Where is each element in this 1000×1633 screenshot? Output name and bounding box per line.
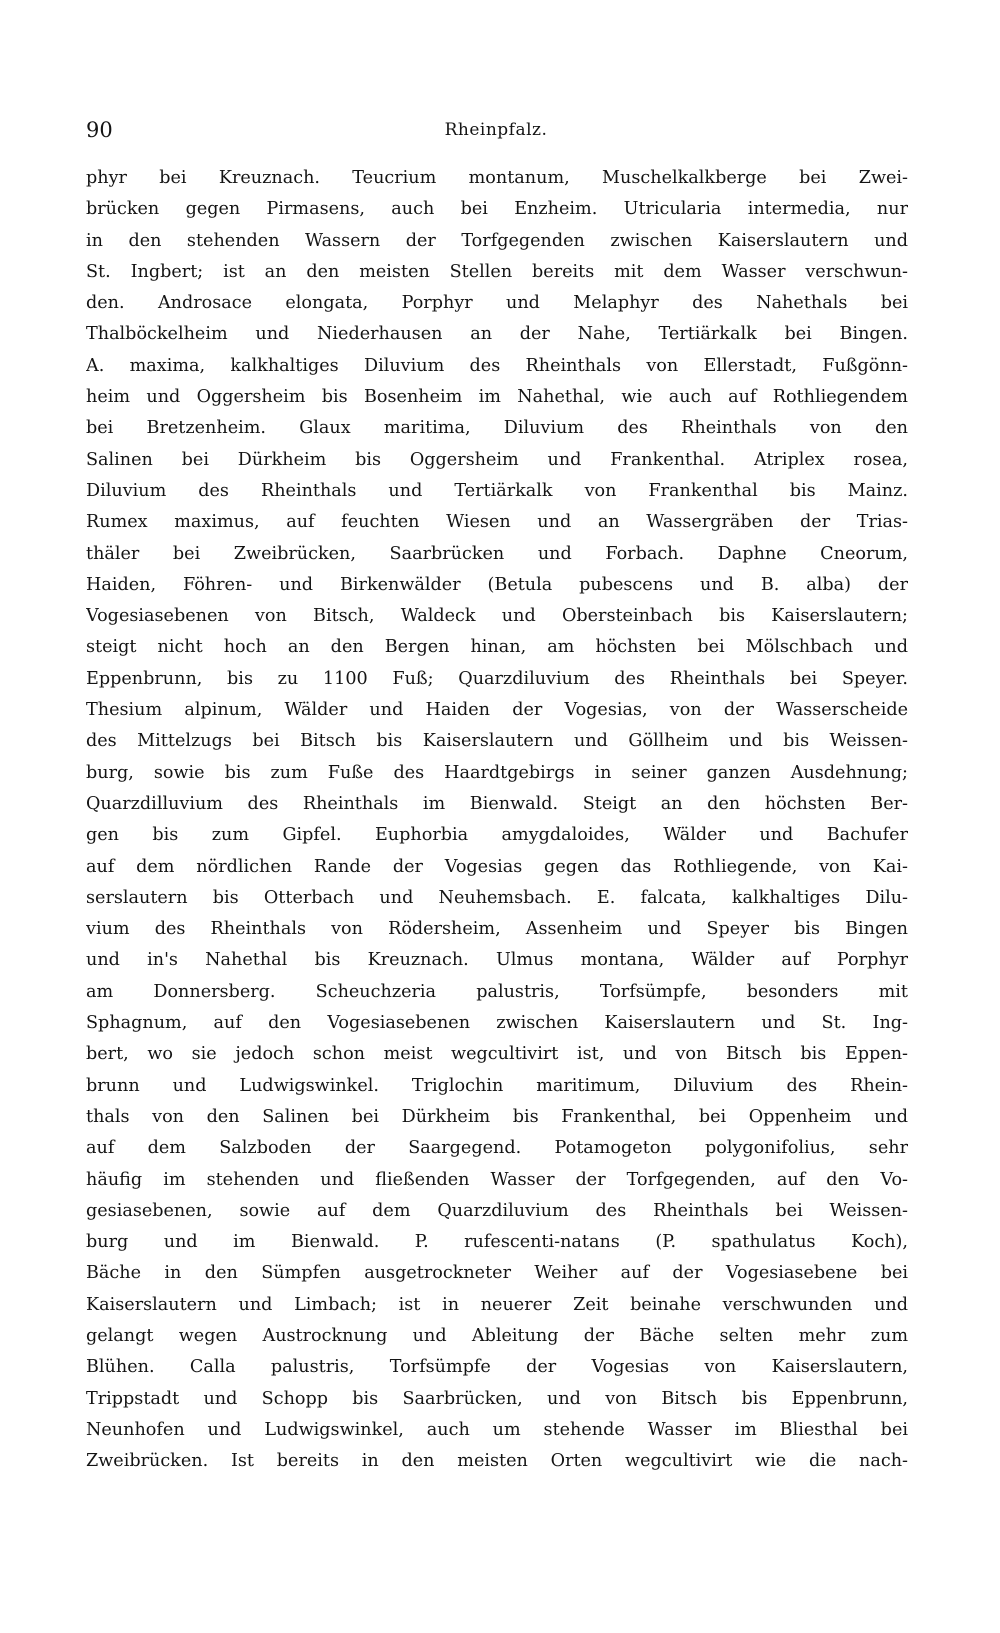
text-line: Salinen bei Dürkheim bis Oggersheim und Frankenthal. Atriplex rosea,: [86, 449, 908, 470]
text-line: Thalböckelheim und Niederhausen an der Nahe, Tertiärkalk bei Bingen.: [86, 324, 908, 345]
text-line: auf dem nördlichen Rande der Vogesias gegen das Rothliegende, von Kai-: [86, 856, 908, 877]
text-line: Vogesiasebenen von Bitsch, Waldeck und Obersteinbach bis Kaiserslautern;: [86, 606, 908, 627]
text-line: auf dem Salzboden der Saargegend. Potamogeton polygonifolius, sehr: [86, 1138, 908, 1159]
text-line: Haiden, Föhren- und Birkenwälder (Betula pubescens und B. alba) der: [86, 574, 908, 595]
text-line: Quarzdilluvium des Rheinthals im Bienwald. Steigt an den höchsten Ber-: [86, 793, 908, 814]
text-line: brunn und Ludwigswinkel. Triglochin maritimum, Diluvium des Rhein-: [86, 1075, 908, 1096]
text-line: A. maxima, kalkhaltiges Diluvium des Rheinthals von Ellerstadt, Fußgönn-: [86, 355, 908, 376]
text-line: Kaiserslautern und Limbach; ist in neuerer Zeit beinahe verschwunden und: [86, 1294, 908, 1315]
text-line: des Mittelzugs bei Bitsch bis Kaiserslautern und Göllheim und bis Weissen-: [86, 731, 908, 752]
text-line: serslautern bis Otterbach und Neuhemsbach. E. falcata, kalkhaltiges Dilu-: [86, 887, 908, 908]
text-line: Diluvium des Rheinthals und Tertiärkalk von Frankenthal bis Mainz.: [86, 480, 908, 501]
text-line: gelangt wegen Austrocknung und Ableitung der Bäche selten mehr zum: [86, 1325, 908, 1346]
page-header: [86, 118, 906, 148]
page-number: 90: [86, 118, 113, 142]
text-line: den. Androsace elongata, Porphyr und Melaphyr des Nahethals bei: [86, 293, 908, 314]
text-line: burg und im Bienwald. P. rufescenti-natans (P. spathulatus Koch),: [86, 1232, 908, 1253]
text-line: bei Bretzenheim. Glaux maritima, Diluvium des Rheinthals von den: [86, 418, 908, 439]
text-line: in den stehenden Wassern der Torfgegenden zwischen Kaiserslautern und: [86, 230, 908, 251]
text-line: burg, sowie bis zum Fuße des Haardtgebirgs in seiner ganzen Ausdehnung;: [86, 762, 908, 783]
text-line: gen bis zum Gipfel. Euphorbia amygdaloides, Wälder und Bachufer: [86, 825, 908, 846]
text-line: bert, wo sie jedoch schon meist wegcultivirt ist, und von Bitsch bis Eppen-: [86, 1044, 908, 1065]
text-line: steigt nicht hoch an den Bergen hinan, am höchsten bei Mölschbach und: [86, 637, 908, 658]
running-head: Rheinpfalz.: [444, 120, 548, 140]
text-line: St. Ingbert; ist an den meisten Stellen bereits mit dem Wasser verschwun-: [86, 261, 908, 282]
text-line: häufig im stehenden und fließenden Wasser der Torfgegenden, auf den Vo-: [86, 1169, 908, 1190]
text-line: heim und Oggersheim bis Bosenheim im Nahethal, wie auch auf Rothliegendem: [86, 387, 908, 408]
text-line: am Donnersberg. Scheuchzeria palustris, Torfsümpfe, besonders mit: [86, 981, 908, 1002]
text-line: Sphagnum, auf den Vogesiasebenen zwischen Kaiserslautern und St. Ing-: [86, 1013, 908, 1034]
text-line: vium des Rheinthals von Rödersheim, Assenheim und Speyer bis Bingen: [86, 919, 908, 940]
text-line: Rumex maximus, auf feuchten Wiesen und an Wassergräben der Trias-: [86, 512, 908, 533]
text-line: Blühen. Calla palustris, Torfsümpfe der Vogesias von Kaiserslautern,: [86, 1357, 908, 1378]
text-line: Trippstadt und Schopp bis Saarbrücken, und von Bitsch bis Eppenbrunn,: [86, 1388, 908, 1409]
body-text: [86, 163, 908, 1477]
text-line: brücken gegen Pirmasens, auch bei Enzheim. Utricularia intermedia, nur: [86, 199, 908, 220]
text-line: Bäche in den Sümpfen ausgetrockneter Weiher auf der Vogesiasebene bei: [86, 1263, 908, 1284]
text-line: phyr bei Kreuznach. Teucrium montanum, Muschelkalkberge bei Zwei-: [86, 168, 908, 188]
text-line: Eppenbrunn, bis zu 1100 Fuß; Quarzdiluvium des Rheinthals bei Speyer.: [86, 668, 908, 689]
text-line: Neunhofen und Ludwigswinkel, auch um stehende Wasser im Bliesthal bei: [86, 1419, 908, 1440]
text-line: thäler bei Zweibrücken, Saarbrücken und Forbach. Daphne Cneorum,: [86, 543, 908, 564]
text-line: und in's Nahethal bis Kreuznach. Ulmus montana, Wälder auf Porphyr: [86, 950, 908, 971]
text-line: Thesium alpinum, Wälder und Haiden der Vogesias, von der Wasserscheide: [86, 700, 908, 721]
text-line: thals von den Salinen bei Dürkheim bis Frankenthal, bei Oppenheim und: [86, 1106, 908, 1127]
text-line: gesiasebenen, sowie auf dem Quarzdiluvium des Rheinthals bei Weissen-: [86, 1200, 908, 1221]
text-line: Zweibrücken. Ist bereits in den meisten Orten wegcultivirt wie die nach-: [86, 1451, 908, 1472]
